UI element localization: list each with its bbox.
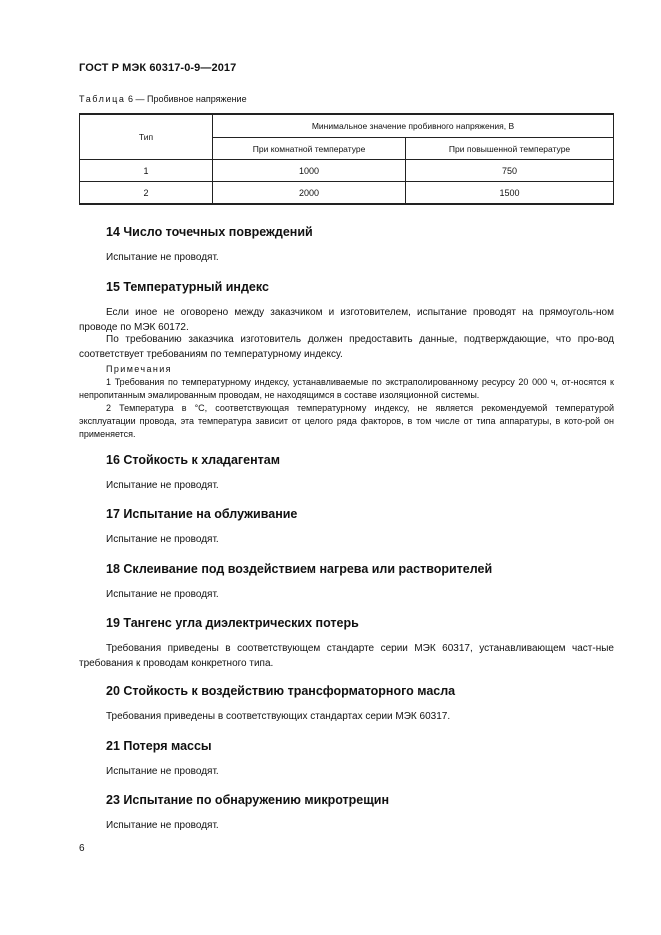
table-row (80, 182, 614, 205)
section-text-18 (79, 587, 614, 602)
header-min-voltage: Минимальное значение пробивного напряжения, В (213, 114, 614, 138)
table-row (80, 160, 614, 182)
breakdown-voltage-table (79, 113, 614, 205)
section-heading-23: 23 Испытание по обнаружению микротрещин (106, 793, 390, 807)
section-heading-15: 15 Температурный индекс (106, 280, 269, 294)
section-paragraph-15-1 (79, 305, 614, 335)
cell-high: 750 (406, 160, 614, 182)
section-text-23 (79, 818, 614, 833)
notes-label (79, 363, 614, 376)
section-text: Требования приведены в соответствующих стандартах серии МЭК 60317. (106, 711, 451, 722)
note-2 (79, 402, 614, 441)
section-text-20 (79, 709, 614, 724)
notes-label-text: Примечания (106, 364, 172, 374)
document-header: ГОСТ Р МЭК 60317-0-9—2017 (79, 62, 237, 74)
header-type: Тип (80, 114, 213, 160)
section-text: По требованию заказчика изготовитель должен предоставить данные, подтверждающие, что про-вод соответствует требованиям по температурному индексу. (79, 334, 614, 360)
section-heading-18: 18 Склеивание под воздействием нагрева или растворителей (106, 562, 493, 576)
cell-type: 2 (80, 182, 213, 205)
section-text: Испытание не проводят. (106, 766, 219, 777)
table-caption (79, 94, 247, 104)
note-text: 1 Требования по температурному индексу, устанавливаемые по экстраполированному ресурсу 20 000 ч, от-носятся к непропитанным эмалированным проводам, не находящимся в составе изоляционной системы. (79, 377, 614, 400)
section-text-14 (79, 250, 614, 265)
section-heading-16: 16 Стойкость к хладагентам (106, 453, 280, 467)
cell-type: 1 (80, 160, 213, 182)
section-heading-19: 19 Тангенс угла диэлектрических потерь (106, 616, 359, 630)
section-text-17 (79, 532, 614, 547)
section-text: Испытание не проводят. (106, 534, 219, 545)
cell-high: 1500 (406, 182, 614, 205)
cell-room: 2000 (213, 182, 406, 205)
table-caption-label: Таблица (79, 94, 126, 104)
section-text: Испытание не проводят. (106, 252, 219, 263)
table-caption-text: 6 — Пробивное напряжение (125, 94, 247, 104)
section-paragraph-15-2 (79, 332, 614, 362)
section-text: Испытание не проводят. (106, 820, 219, 831)
section-text: Требования приведены в соответствующем стандарте серии МЭК 60317, устанавливающем част-ные требования к проводам конкретного типа. (79, 643, 614, 669)
section-text-16 (79, 478, 614, 493)
section-text: Испытание не проводят. (106, 589, 219, 600)
section-heading-21: 21 Потеря массы (106, 739, 212, 753)
header-room-temp: При комнатной температуре (213, 138, 406, 160)
note-text: 2 Температура в °С, соответствующая температурному индексу, не является рекомендуемой температурой эксплуатации провода, эта температура зависит от целого ряда факторов, в том числе от типа аппаратуры, в кото-рой он применяется. (79, 403, 614, 439)
section-text-21 (79, 764, 614, 779)
page-number: 6 (79, 843, 85, 854)
header-high-temp: При повышенной температуре (406, 138, 614, 160)
section-text: Если иное не оговорено между заказчиком и изготовителем, испытание проводят на прямоуголь-ном проводе по МЭК 60172. (79, 307, 614, 333)
section-heading-14: 14 Число точечных повреждений (106, 225, 313, 239)
section-heading-20: 20 Стойкость к воздействию трансформаторного масла (106, 684, 456, 698)
section-heading-17: 17 Испытание на облуживание (106, 507, 298, 521)
section-text-19 (79, 641, 614, 671)
section-text: Испытание не проводят. (106, 480, 219, 491)
cell-room: 1000 (213, 160, 406, 182)
note-1 (79, 376, 614, 402)
